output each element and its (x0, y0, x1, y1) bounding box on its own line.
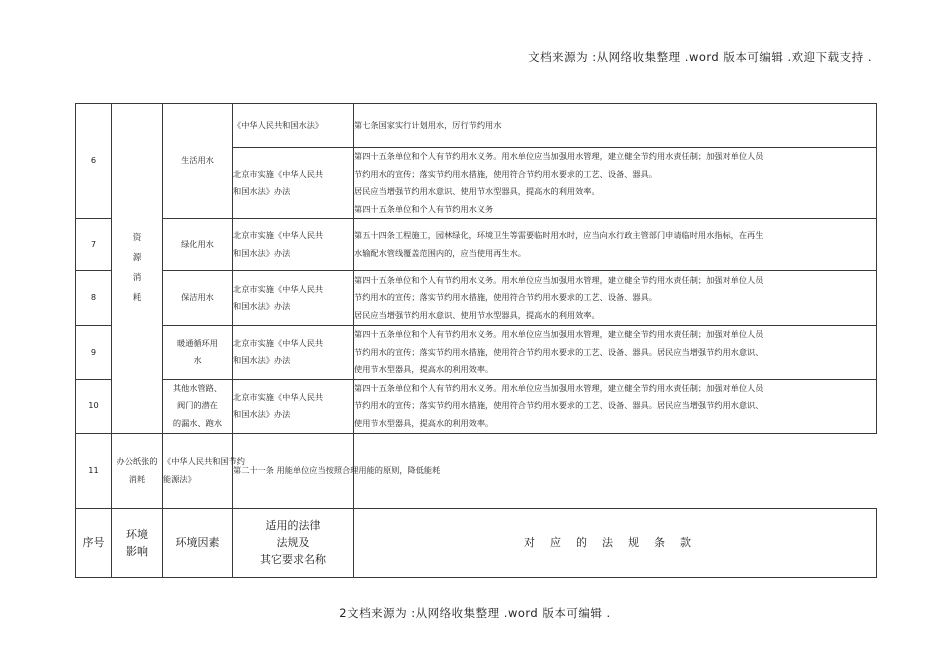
law-name: 北京市实施《中华人民共 和国水法》办法 (233, 326, 354, 380)
row-number: 9 (76, 326, 112, 380)
clause-text: 第四十五条单位和个人有节约用水义务。用水单位应当加强用水管理，建立健全节约用水责任制；加强对单位人员 节约用水的宣传；落实节约用水措施，使用符合节约用水要求的工艺、设备、器具。 居民应当增强节约用水意识、使用节水型器具，提高水的利用效率。 (354, 271, 877, 326)
clause-text: 第七条国家实行计划用水，厉行节约用水 (354, 104, 877, 148)
row-number: 11 (76, 433, 112, 508)
environment-factor: 其他水管路、 阀门的潜在 的漏水、跑水 (163, 379, 233, 433)
clause-text: 第二十一条 用能单位应当按照合理用能的原则，降低能耗 (233, 433, 354, 508)
table-row (76, 271, 877, 326)
law-name: 北京市实施《中华人民共 和国水法》办法 (233, 379, 354, 433)
header-number: 序号 (76, 508, 112, 577)
row-number: 8 (76, 271, 112, 326)
environment-factor: 办公纸张的 消耗 (112, 433, 163, 508)
header-factor: 环境因素 (163, 508, 233, 577)
clause-text: 第四十五条单位和个人有节约用水义务。用水单位应当加强用水管理，建立健全节约用水责任制；加强对单位人员 节约用水的宣传；落实节约用水措施，使用符合节约用水要求的工艺、设备、器具。居民应当增强节约用水意识、 使用节水型器具，提高水的利用效率。 (354, 379, 877, 433)
environment-factor: 保洁用水 (163, 271, 233, 326)
table-row (76, 379, 877, 433)
law-name: 北京市实施《中华人民共 和国水法》办法 (233, 219, 354, 271)
row-number: 6 (76, 104, 112, 219)
environment-factor: 暖通循环用 水 (163, 326, 233, 380)
header-law: 适用的法律 法规及 其它要求名称 (233, 508, 354, 577)
row-number: 7 (76, 219, 112, 271)
page-header-note: 文档来源为 :从网络收集整理 .word 版本可编辑 .欢迎下载支持 . (528, 50, 872, 64)
table-row (76, 104, 877, 148)
table-row (76, 326, 877, 380)
table-row (76, 433, 877, 508)
page-footer-note: 2文档来源为 :从网络收集整理 .word 版本可编辑 . (339, 606, 611, 620)
clause-text: 第四十五条单位和个人有节约用水义务。用水单位应当加强用水管理，建立健全节约用水责任制；加强对单位人员 节约用水的宣传；落实节约用水措施，使用符合节约用水要求的工艺、设备、器具。居民应当增强节约用水意识、 使用节水型器具，提高水的利用效率。 (354, 326, 877, 380)
law-name: 《中华人民共和国节约 能源法》 (163, 433, 233, 508)
row-number: 10 (76, 379, 112, 433)
clause-text: 第五十四条工程施工，园林绿化，环境卫生等需要临时用水时，应当向水行政主管部门申请临时用水指标，在再生 水输配水管线覆盖范围内的，应当使用再生水。 (354, 219, 877, 271)
environment-factor: 绿化用水 (163, 219, 233, 271)
law-name: 北京市实施《中华人民共 和国水法》办法 (233, 148, 354, 219)
clause-text: 第四十五条单位和个人有节约用水义务。用水单位应当加强用水管理，建立健全节约用水责任制；加强对单位人员 节约用水的宣传；落实节约用水措施，使用符合节约用水要求的工艺、设备、器具。 居民应当增强节约用水意识、使用节水型器具，提高水的利用效率。 第四十五条单位和个人有节约用水义务 (354, 148, 877, 219)
header-impact: 环境 影响 (112, 508, 163, 577)
impact-cell-resource-consumption: 资 源 消 耗 (112, 104, 163, 434)
environment-factor: 生活用水 (163, 104, 233, 219)
law-name: 北京市实施《中华人民共 和国水法》办法 (233, 271, 354, 326)
table-header-row (76, 508, 877, 577)
law-name: 《中华人民共和国水法》 (233, 104, 354, 148)
table-row (76, 219, 877, 271)
regulation-table (75, 103, 877, 578)
header-clause: 对应的法规条款 (354, 508, 877, 577)
